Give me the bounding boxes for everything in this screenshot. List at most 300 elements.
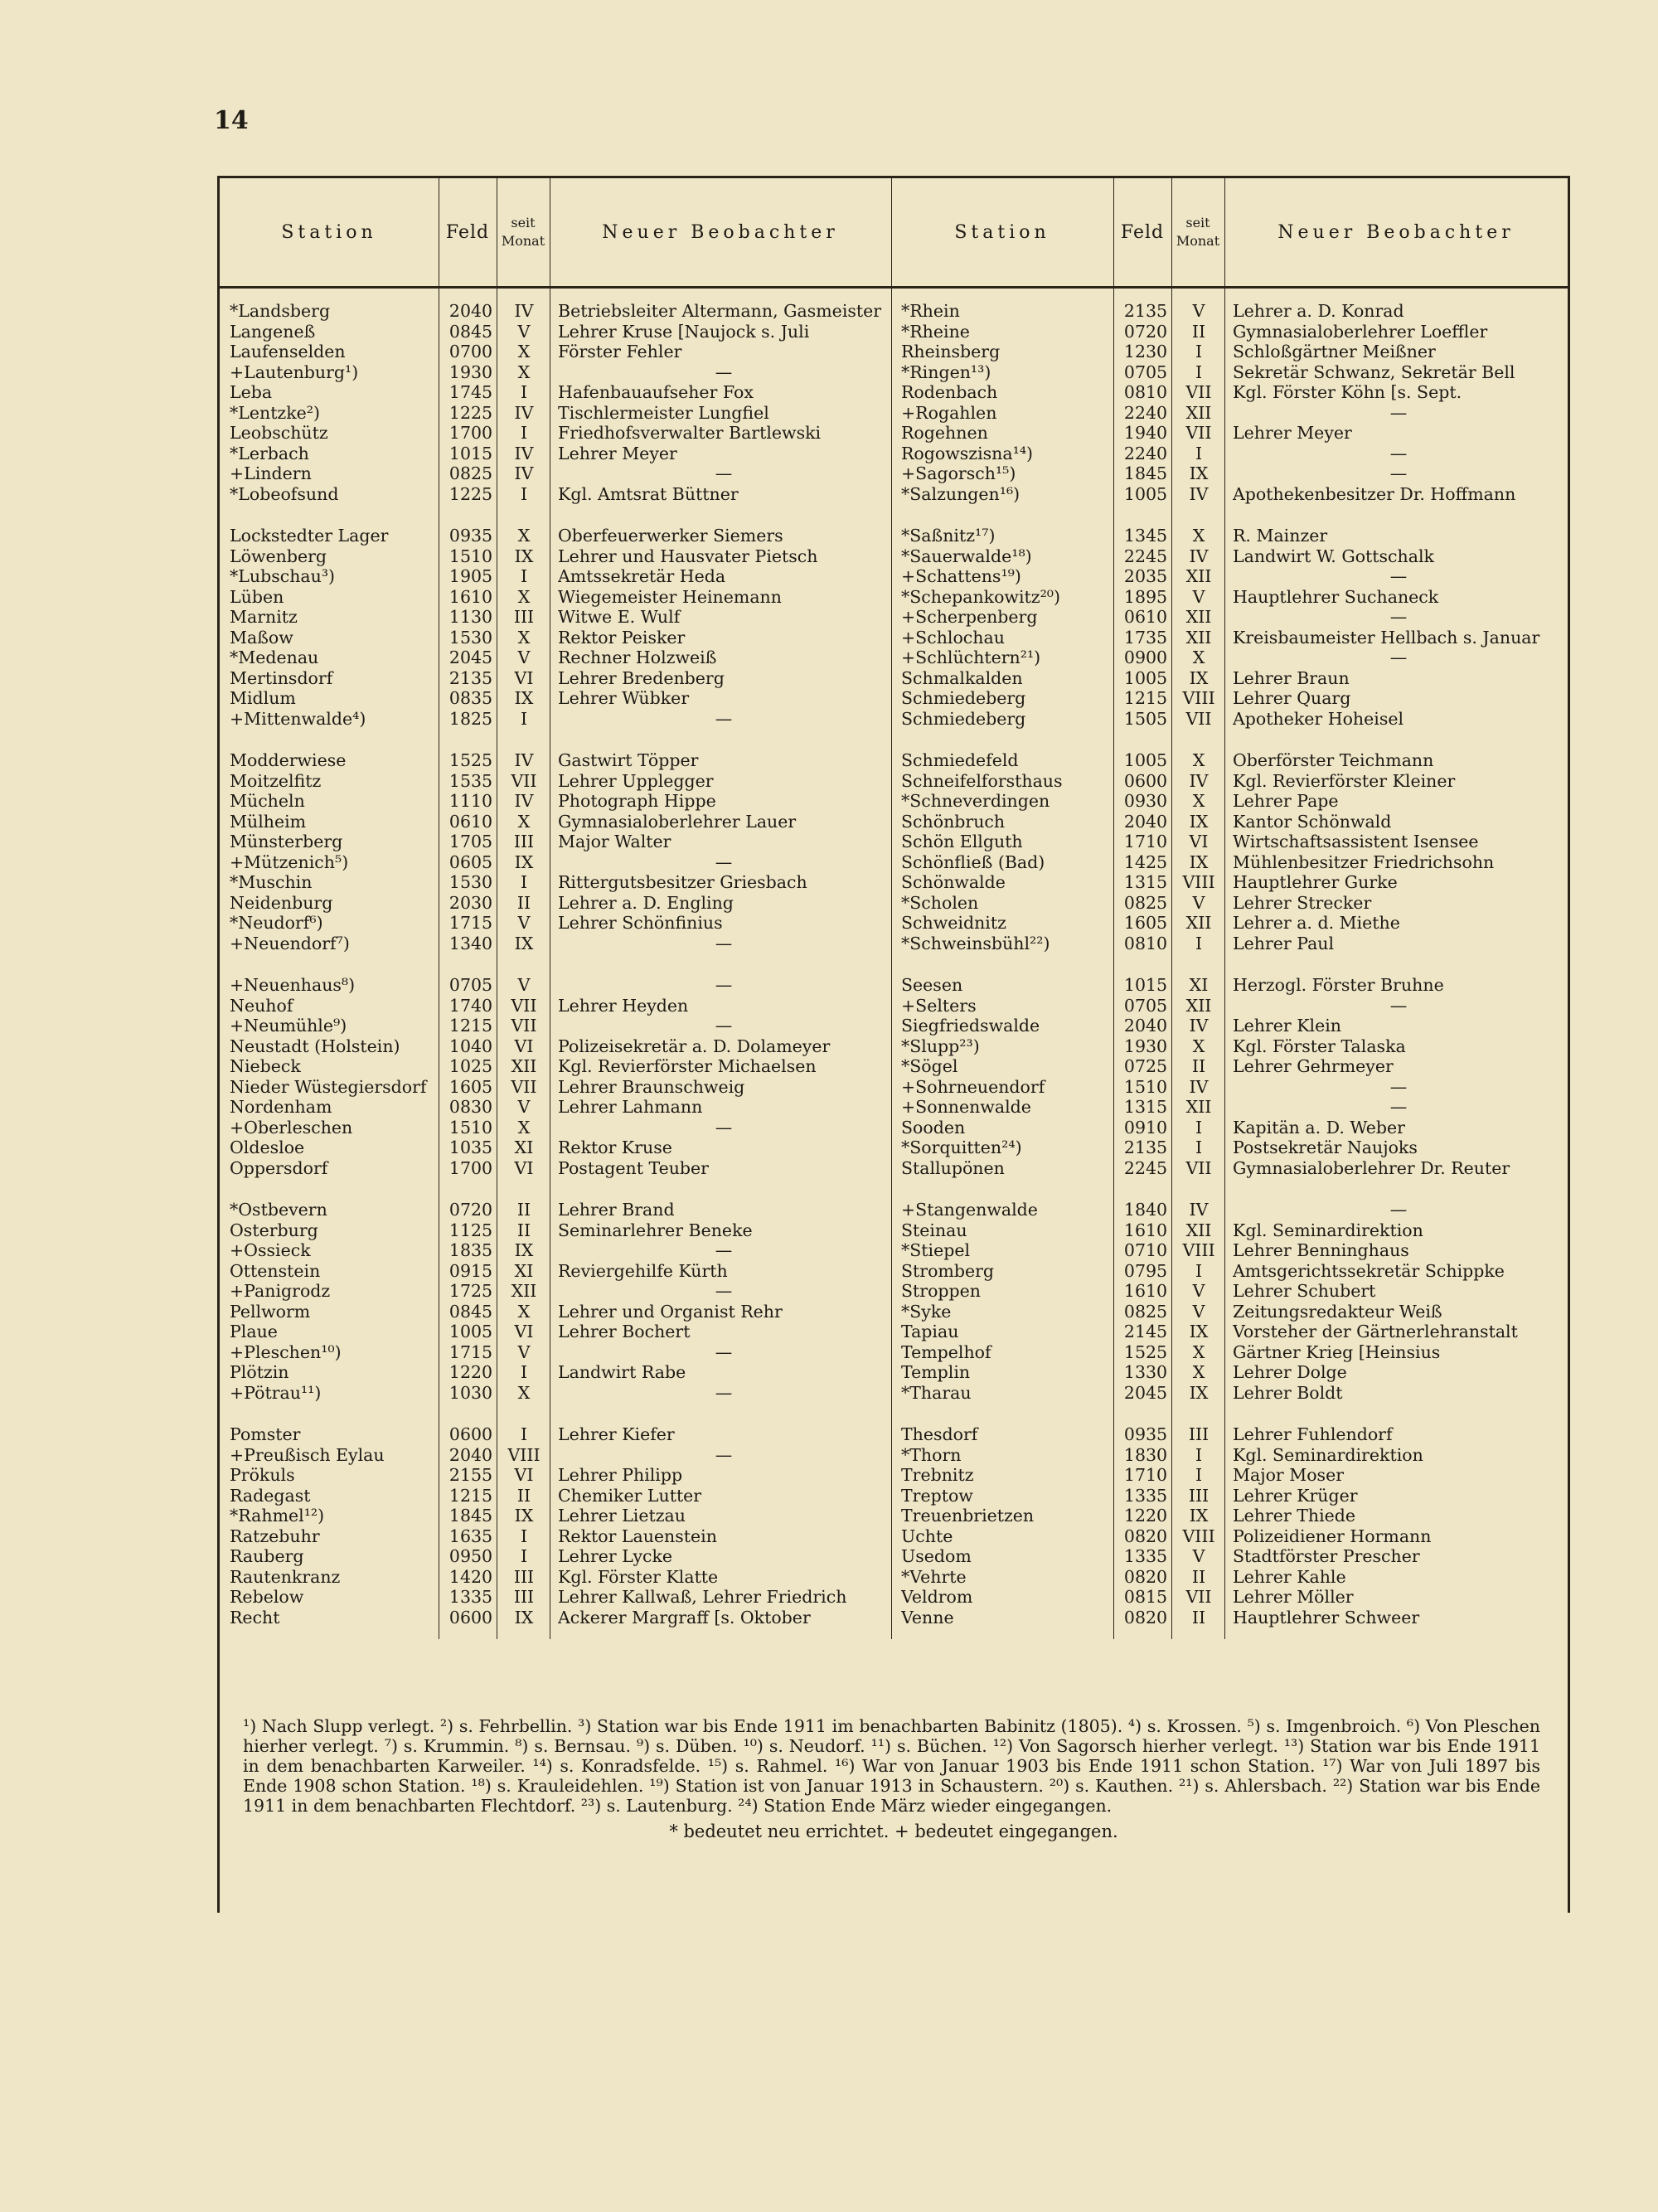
beobachter-name: — [1389,1097,1408,1117]
station-name: +Pleschen¹⁰) [230,1341,342,1362]
station-name: Schönwalde [901,872,1006,892]
beobachter-name: Lehrer Möller [1233,1587,1354,1607]
seit-monat: XI [1189,975,1209,995]
beobachter-name: Lehrer Kallwaß, Lehrer Friedrich [558,1587,847,1607]
station-name: *Vehrte [901,1566,967,1587]
station-name: +Stangenwalde [901,1200,1038,1220]
seit-monat: II [1191,1056,1206,1076]
station-name: Neidenburg [230,892,333,913]
feld-number: 0810 [1123,933,1168,953]
seit-monat: X [1192,1036,1205,1056]
seit-monat: VIII [1182,1526,1215,1546]
feld-number: 1610 [1123,1220,1168,1240]
seit-monat: X [517,342,531,361]
feld-number: 1425 [1123,851,1168,872]
station-name: Neuhof [230,995,293,1016]
feld-number: 1725 [448,1281,493,1301]
station-name: *Saßnitz¹⁷) [901,526,996,546]
feld-number: 1025 [448,1056,493,1076]
station-name: *Schweinsbühl²²) [901,933,1050,953]
feld-number: 0820 [1123,1566,1168,1587]
feld-number: 1700 [448,423,493,443]
station-name: *Tharau [901,1382,972,1403]
header-seit-left [497,178,550,286]
seit-monat: IV [514,791,534,811]
seit-monat: V [517,975,531,995]
beobachter-name: Seminarlehrer Beneke [558,1220,753,1240]
station-name: +Neuenhaus⁸) [230,975,356,995]
feld-number: 1940 [1123,423,1168,443]
beobachter-name: Lehrer Bredenberg [558,667,725,688]
feld-number: 1535 [448,770,493,791]
feld-number: 0915 [448,1260,493,1281]
beobachter-name: Lehrer Krüger [1233,1485,1358,1506]
beobachter-name: — [1389,463,1408,483]
station-name: +Schlochau [901,627,1005,648]
beobachter-name: Gastwirt Töpper [558,750,699,770]
station-name: Schönbruch [901,811,1006,832]
beobachter-name: Kgl. Revierförster Michaelsen [558,1056,817,1076]
seit-monat: IX [1189,811,1209,832]
seit-monat: I [520,1526,528,1546]
table-header [220,178,1568,289]
beobachter-name: Kgl. Amtsrat Büttner [558,483,739,504]
station-name: +Mittenwalde⁴) [230,708,366,729]
beobachter-name: Postagent Teuber [558,1157,709,1178]
feld-number: 0720 [1123,321,1168,342]
seit-monat: X [517,811,531,832]
beobachter-name: Amtsgerichtssekretär Schippke [1233,1260,1505,1281]
beobachter-name: Lehrer Heyden [558,995,689,1016]
header-beobachter-left: Neuer Beobachter [602,221,839,243]
feld-number: 1715 [448,1341,493,1362]
feld-number: 1610 [1123,1281,1168,1301]
station-name: Schönfließ (Bad) [901,851,1045,872]
feld-number: 1315 [1123,1097,1168,1117]
feld-number: 1215 [1123,688,1168,708]
station-name: Usedom [901,1546,972,1566]
seit-monat: I [520,708,528,729]
seit-monat: X [1192,1341,1205,1362]
beobachter-name: — [715,1444,733,1465]
beobachter-name: Kgl. Förster Köhn [s. Sept. [1233,382,1462,402]
seit-monat: VII [1185,423,1212,443]
station-name: +Rogahlen [901,402,997,423]
table-row [220,1056,1568,1076]
station-name: +Mützenich⁵) [230,851,349,872]
beobachter-name: — [715,463,733,483]
header-seit-left-line2: Monat [501,233,545,249]
seit-monat: X [517,586,531,607]
seit-monat: VII [511,1016,537,1036]
seit-monat: X [517,526,531,546]
page-number: 14 [214,106,249,135]
seit-monat: IV [514,443,534,463]
seit-monat: XII [1185,1220,1212,1240]
feld-number: 1610 [448,586,493,607]
table-row [220,1220,1568,1240]
station-name: *Medenau [230,648,319,667]
seit-monat: V [1192,1546,1205,1566]
table-row [220,791,1568,811]
station-name: +Neuendorf⁷) [230,933,350,953]
table-row [220,301,1568,321]
station-name: Rauberg [230,1546,304,1566]
table-row [220,1424,1568,1444]
feld-number: 2135 [448,667,493,688]
feld-number: 1905 [448,566,493,586]
feld-number: 1825 [448,708,493,729]
station-name: Maßow [230,627,293,648]
station-name: *Stiepel [901,1240,971,1260]
seit-monat: I [1195,342,1203,361]
feld-number: 0810 [1123,382,1168,402]
feld-number: 1735 [1123,627,1168,648]
seit-monat: VII [511,1076,537,1097]
beobachter-name: Kreisbaumeister Hellbach s. Januar [1233,627,1540,648]
station-name: Lüben [230,586,284,607]
feld-number: 0610 [1123,607,1168,627]
beobachter-name: Lehrer Braun [1233,667,1350,688]
table-row [220,1016,1568,1036]
beobachter-name: Reviergehilfe Kürth [558,1260,728,1281]
seit-monat: XII [511,1056,537,1076]
station-name: Thesdorf [901,1424,978,1444]
seit-monat: I [520,483,528,504]
beobachter-name: — [715,933,733,953]
seit-monat: III [513,1587,535,1607]
seit-monat: III [513,1566,535,1587]
feld-number: 0710 [1123,1240,1168,1260]
feld-number: 2045 [448,648,493,667]
station-name: Seesen [901,975,963,995]
seit-monat: IX [514,1506,534,1526]
beobachter-name: Lehrer Thiede [1233,1506,1356,1526]
table-row [220,444,1568,463]
feld-number: 0835 [448,688,493,708]
feld-number: 2135 [1123,1138,1168,1157]
seit-monat: V [1192,301,1205,321]
seit-monat: III [513,607,535,627]
beobachter-name: — [1389,1200,1408,1220]
feld-number: 1215 [448,1485,493,1506]
feld-number: 1005 [1123,667,1168,688]
seit-monat: IX [1189,1322,1209,1341]
seit-monat: VII [1185,1587,1212,1607]
station-name: Oldesloe [230,1138,305,1157]
beobachter-name: — [715,361,733,382]
station-name: Marnitz [230,607,298,627]
station-name: Rogowszisna¹⁴) [901,443,1034,463]
feld-number: 1225 [448,402,493,423]
beobachter-name: Gymnasialoberlehrer Lauer [558,811,797,832]
table-row [220,1342,1568,1362]
feld-number: 1230 [1123,342,1168,361]
station-name: +Selters [901,995,977,1016]
feld-number: 1840 [1123,1200,1168,1220]
feld-number: 1605 [448,1076,493,1097]
beobachter-name: Lehrer Fuhlendorf [1233,1424,1393,1444]
beobachter-name: Lehrer Philipp [558,1465,683,1485]
beobachter-name: Kapitän a. D. Weber [1233,1117,1405,1138]
seit-monat: II [516,1220,531,1240]
feld-number: 1510 [448,546,493,566]
station-name: *Scholen [901,892,979,913]
feld-number: 1525 [1123,1341,1168,1362]
station-name: *Lobeofsund [230,483,339,504]
table-row [220,1118,1568,1138]
seit-monat: XII [1185,402,1212,423]
station-name: +Preußisch Eylau [230,1444,385,1465]
station-name: Rebelow [230,1587,304,1607]
beobachter-name: R. Mainzer [1233,526,1328,546]
beobachter-name: Polizeidiener Hormann [1233,1526,1432,1546]
table-row [220,382,1568,402]
header-feld-left: Feld [445,221,490,243]
beobachter-name: Lehrer Lycke [558,1546,673,1566]
table-row [220,1445,1568,1465]
feld-number: 1005 [448,1322,493,1341]
feld-number: 1420 [448,1566,493,1587]
beobachter-name: Ackerer Margraff [s. Oktober [558,1607,811,1627]
beobachter-name: — [1389,402,1408,423]
table-row [220,1261,1568,1281]
beobachter-name: Amtssekretär Heda [558,566,726,586]
station-name: Rodenbach [901,382,998,402]
station-name: *Ostbevern [230,1200,327,1220]
station-name: Nieder Wüstegiersdorf [230,1076,427,1097]
beobachter-name: Stadtförster Prescher [1233,1546,1420,1566]
beobachter-name: Gärtner Krieg [Heinsius [1233,1341,1441,1362]
table-row [220,1200,1568,1220]
beobachter-name: Lehrer und Organist Rehr [558,1301,783,1322]
station-name: +Schattens¹⁹) [901,566,1021,586]
beobachter-name: Lehrer und Hausvater Pietsch [558,546,818,566]
table-row [220,1567,1568,1587]
feld-number: 1340 [448,933,493,953]
beobachter-name: Photograph Hippe [558,791,716,811]
table-row [220,1362,1568,1382]
seit-monat: IX [1189,667,1209,688]
beobachter-name: Rittergutsbesitzer Griesbach [558,872,807,892]
beobachter-name: Kgl. Förster Klatte [558,1566,719,1587]
feld-number: 0825 [1123,892,1168,913]
station-name: Münsterberg [230,832,343,851]
feld-number: 0705 [448,975,493,995]
station-name: Sooden [901,1117,966,1138]
table-row [220,771,1568,791]
seit-monat: IV [1189,546,1209,566]
table-row [220,587,1568,607]
seit-monat: I [520,382,528,402]
table-row [220,342,1568,361]
feld-number: 0600 [1123,770,1168,791]
beobachter-name: Mühlenbesitzer Friedrichsohn [1233,851,1495,872]
beobachter-name: Kgl. Förster Talaska [1233,1036,1406,1056]
station-name: *Schneverdingen [901,791,1050,811]
station-name: Trebnitz [901,1465,974,1485]
seit-monat: I [1195,933,1203,953]
seit-monat: X [1192,648,1205,667]
seit-monat: II [516,892,531,913]
station-name: Veldrom [901,1587,973,1607]
header-seit-left-line1: seit [511,215,536,230]
table-row [220,648,1568,667]
feld-number: 1015 [448,443,493,463]
feld-number: 2245 [1123,546,1168,566]
table-row [220,1587,1568,1607]
seit-monat: VI [514,667,534,688]
seit-monat: XII [1185,566,1212,586]
seit-monat: X [517,627,531,648]
beobachter-name: Lehrer Meyer [1233,423,1352,443]
seit-monat: VII [1185,708,1212,729]
station-name: Midlum [230,688,296,708]
seit-monat: I [520,872,528,892]
station-name: Siegfriedswalde [901,1016,1040,1036]
seit-monat: I [520,423,528,443]
beobachter-name: — [1389,648,1408,667]
beobachter-name: Sekretär Schwanz, Sekretär Bell [1233,361,1515,382]
feld-number: 1220 [1123,1506,1168,1526]
feld-number: 0825 [448,463,493,483]
station-name: *Sorquitten²⁴) [901,1138,1022,1157]
seit-monat: IV [1189,1076,1209,1097]
table-row [220,1486,1568,1506]
beobachter-name: Tischlermeister Lungfiel [558,402,769,423]
beobachter-name: Lehrer Meyer [558,443,677,463]
seit-monat: VIII [507,1444,541,1465]
station-name: Schmiedeberg [901,688,1026,708]
station-name: Recht [230,1607,280,1627]
table-row [220,1465,1568,1485]
beobachter-name: — [715,1016,733,1036]
station-name: +Pötrau¹¹) [230,1382,322,1403]
beobachter-name: Hauptlehrer Gurke [1233,872,1398,892]
seit-monat: XI [514,1138,534,1157]
seit-monat: V [1192,892,1205,913]
beobachter-name: Lehrer a. D. Konrad [1233,301,1404,321]
feld-number: 1335 [448,1587,493,1607]
table-row [220,526,1568,546]
beobachter-name: Gymnasialoberlehrer Dr. Reuter [1233,1157,1510,1178]
beobachter-name: Kantor Schönwald [1233,811,1392,832]
beobachter-name: Lehrer Benninghaus [1233,1240,1409,1260]
seit-monat: VI [514,1322,534,1341]
feld-number: 0910 [1123,1117,1168,1138]
feld-number: 0830 [448,1097,493,1117]
seit-monat: IX [1189,463,1209,483]
table-row [220,1608,1568,1627]
station-name: Schneifelforsthaus [901,770,1063,791]
feld-number: 2245 [1123,1157,1168,1178]
beobachter-name: Lehrer Lahmann [558,1097,703,1117]
station-name: *Neudorf⁶) [230,913,323,933]
seit-monat: V [517,1097,531,1117]
seit-monat: XI [514,1260,534,1281]
seit-monat: XII [511,1281,537,1301]
beobachter-name: Lehrer Bochert [558,1322,691,1341]
beobachter-name: Kgl. Revierförster Kleiner [1233,770,1456,791]
beobachter-name: — [1389,443,1408,463]
feld-number: 0935 [1123,1424,1168,1444]
beobachter-name: Gymnasialoberlehrer Loeffler [1233,321,1488,342]
seit-monat: III [513,832,535,851]
seit-monat: X [517,361,531,382]
header-station-right: Station [954,221,1050,243]
seit-monat: IX [514,933,534,953]
table-row [220,1077,1568,1097]
seit-monat: I [520,1546,528,1566]
feld-number: 0725 [1123,1056,1168,1076]
seit-monat: I [520,1424,528,1444]
header-seit-right-line1: seit [1185,215,1210,230]
seit-monat: XII [1185,627,1212,648]
station-name: *Schepankowitz²⁰) [901,586,1060,607]
station-name: +Neumühle⁹) [230,1016,347,1036]
beobachter-name: Förster Fehler [558,342,682,361]
table-row [220,628,1568,648]
seit-monat: I [520,1362,528,1382]
beobachter-name: Lehrer Pape [1233,791,1339,811]
table-row [220,1138,1568,1157]
feld-number: 1335 [1123,1485,1168,1506]
table-row [220,362,1568,382]
feld-number: 2040 [448,1444,493,1465]
beobachter-name: Herzogl. Förster Bruhne [1233,975,1444,995]
feld-number: 0935 [448,526,493,546]
station-name: Plötzin [230,1362,289,1382]
seit-monat: IV [514,750,534,770]
seit-monat: II [516,1200,531,1220]
table-row [220,403,1568,423]
beobachter-name: Lehrer Schubert [1233,1281,1376,1301]
station-name: +Lautenburg¹) [230,361,359,382]
station-name: Stroppen [901,1281,982,1301]
station-name: *Thorn [901,1444,962,1465]
feld-number: 1005 [1123,750,1168,770]
station-name: Nordenham [230,1097,332,1117]
seit-monat: VI [1189,832,1209,851]
station-name: *Lentzke²) [230,402,321,423]
seit-monat: III [1188,1424,1210,1444]
station-name: Steinau [901,1220,967,1240]
seit-monat: V [1192,1301,1205,1322]
beobachter-name: — [1389,607,1408,627]
table-row [220,832,1568,851]
seit-monat: I [1195,361,1203,382]
beobachter-name: Postsekretär Naujoks [1233,1138,1418,1157]
station-name: Leba [230,382,273,402]
seit-monat: II [1191,321,1206,342]
table-row [220,546,1568,566]
feld-number: 1710 [1123,832,1168,851]
station-name: Lockstedter Lager [230,526,389,546]
table-row [220,1281,1568,1301]
feld-number: 0820 [1123,1607,1168,1627]
feld-number: 1530 [448,872,493,892]
station-name: Ratzebuhr [230,1526,320,1546]
seit-monat: II [1191,1607,1206,1627]
feld-number: 1040 [448,1036,493,1056]
station-name: Stallupönen [901,1157,1005,1178]
feld-number: 1525 [448,750,493,770]
table-row [220,750,1568,770]
seit-monat: IX [1189,1382,1209,1403]
beobachter-name: Schloßgärtner Meißner [1233,342,1436,361]
table-row [220,423,1568,443]
feld-number: 0700 [448,342,493,361]
